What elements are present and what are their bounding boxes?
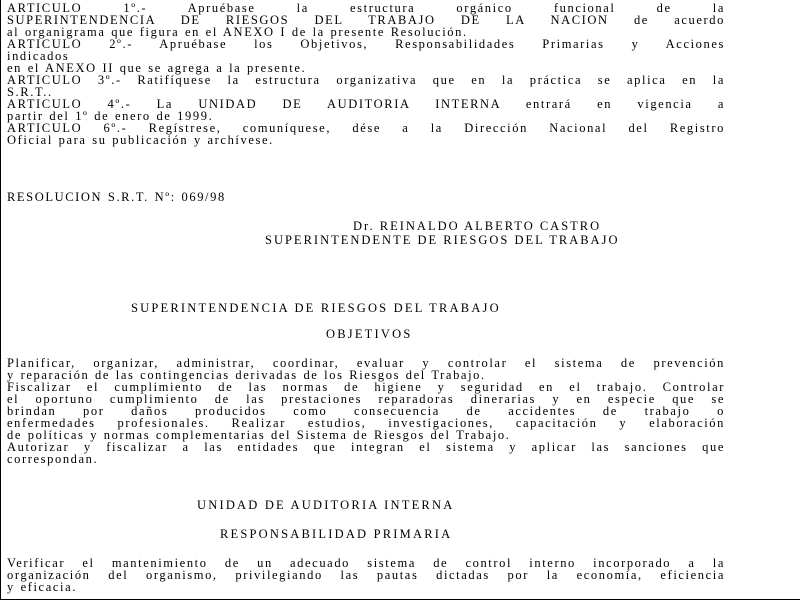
article-3-line-2: S.R.T.. — [7, 85, 53, 99]
objectives-line-1: Planificar, organizar, administrar, coordinar, evaluar y controlar el sistema de prevención — [7, 356, 725, 370]
article-3-line-1: ARTICULO 3º.- Ratifíquese la estructura organizativa que en la práctica se aplica en la — [7, 73, 725, 87]
responsibility-paragraph — [7, 557, 725, 593]
article-4-line-1: ARTICULO 4º.- La UNIDAD DE AUDITORIA INTERNA entrará en vigencia a — [7, 97, 725, 111]
objectives-heading: OBJETIVOS — [326, 327, 413, 341]
signature-name: Dr. REINALDO ALBERTO CASTRO — [353, 219, 602, 233]
resolution-number-text: RESOLUCION S.R.T. Nº: 069/98 — [7, 190, 226, 204]
article-2-line-2: indicados — [7, 49, 70, 63]
objectives-line-6: enfermedades profesionales. Realizar estudios, investigaciones, capacitación y elaboración — [7, 416, 725, 430]
objectives-line-7: de políticas y normas complementarias del Sistema de Riesgos del Trabajo. — [7, 428, 511, 442]
article-1-line-3: al organigrama que figura en el ANEXO I de la presente Resolución. — [7, 25, 468, 39]
responsibility-line-1: Verificar el mantenimiento de un adecuado sistema de control interno incorporado a la — [7, 556, 725, 570]
signature-title: SUPERINTENDENTE DE RIESGOS DEL TRABAJO — [265, 233, 620, 247]
responsibility-line-2: organización del organismo, privilegiando las pautas dictadas por la economía, eficiencia — [7, 568, 725, 582]
article-4-line-2: partir del 1º de enero de 1999. — [7, 109, 214, 123]
article-1-line-1: ARTICULO 1º.- Apruébase la estructura orgánico funcional de la — [7, 1, 725, 15]
article-6-line-2: Oficial para su publicación y archívese. — [7, 133, 274, 147]
objectives-line-4: el oportuno cumplimiento de las prestaciones reparadoras dinerarias y en especie que se — [7, 392, 725, 406]
objectives-paragraph — [7, 357, 725, 465]
objectives-line-2: y reparación de las contingencias derivadas de los Riesgos del Trabajo. — [7, 368, 486, 382]
article-2-line-3: en el ANEXO II que se agrega a la presente. — [7, 61, 307, 75]
responsibility-heading: RESPONSABILIDAD PRIMARIA — [220, 527, 453, 541]
responsibility-line-3: y eficacia. — [7, 580, 77, 594]
unit-heading: UNIDAD DE AUDITORIA INTERNA — [197, 498, 455, 512]
objectives-line-3: Fiscalizar el cumplimiento de las normas de higiene y seguridad en el trabajo. Controlar — [7, 380, 725, 394]
annex-heading: SUPERINTENDENCIA DE RIESGOS DEL TRABAJO — [131, 301, 501, 315]
objectives-line-5: brindan por daños producidos como consecuencia de accidentes de trabajo o — [7, 404, 725, 418]
article-2-line-1: ARTICULO 2º.- Apruébase los Objetivos, Responsabilidades Primarias y Acciones — [7, 37, 725, 51]
objectives-line-9: correspondan. — [7, 452, 99, 466]
article-1-line-2: SUPERINTENDENCIA DE RIESGOS DEL TRABAJO DE LA NACION de acuerdo — [7, 13, 725, 27]
articles-section — [7, 2, 725, 146]
objectives-line-8: Autorizar y fiscalizar a las entidades que integran el sistema y aplicar las sanciones que — [7, 440, 725, 454]
resolution-number — [7, 191, 725, 203]
article-6-line-1: ARTICULO 6º.- Regístrese, comuníquese, dése a la Dirección Nacional del Registro — [7, 121, 725, 135]
